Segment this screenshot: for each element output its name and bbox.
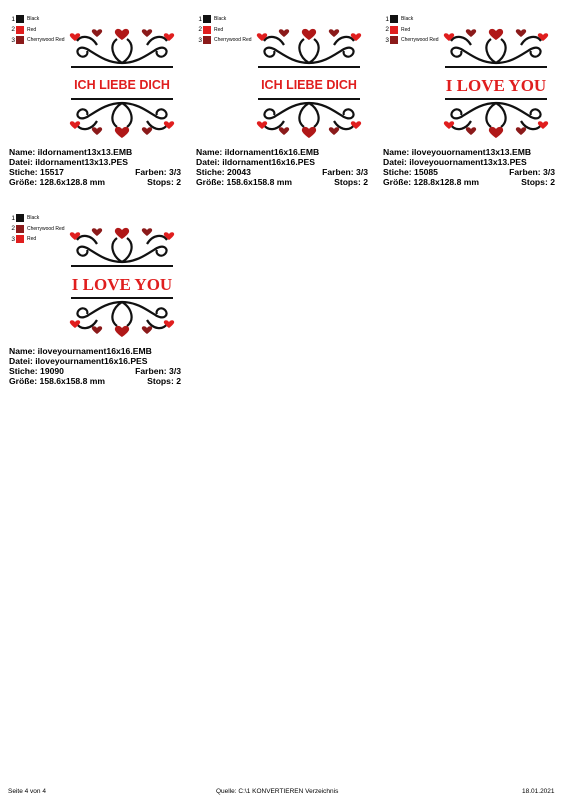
stitch-count: Stiche: 19090 [9,366,64,376]
thread-name: Black [214,16,227,23]
info-size-row [9,376,181,386]
design-name: Name: ildornament16x16.EMB [196,147,320,157]
palette-row [9,14,65,25]
embroidery-preview [67,23,177,143]
design-name: Name: iloveyournament16x16.EMB [9,346,152,356]
palette-row [383,25,439,36]
color-swatch [16,225,24,233]
design-card-1 [9,14,181,192]
stitch-count: Stiche: 15517 [9,167,64,177]
footer-date: 18.01.2021 [522,788,555,795]
info-name-row [383,147,555,157]
thread-name: Red [401,26,411,33]
design-card-4 [9,213,181,391]
palette-row [9,25,65,36]
palette-row [9,213,65,224]
footer-source: Quelle: C:\1 KONVERTIEREN Verzeichnis [216,788,339,795]
color-swatch [16,26,24,34]
design-info [196,147,368,187]
palette-number: 3 [11,235,15,243]
palette-row [9,224,65,235]
info-file-row [9,356,181,366]
ornament-top [77,37,167,63]
color-count: Farben: 3/3 [135,167,181,177]
ornament-bottom [77,103,167,129]
embroidery-preview [254,23,364,143]
footer-page: Seite 4 von 4 [8,788,46,795]
color-swatch [16,235,24,243]
color-palette [9,213,65,245]
stop-count: Stops: 2 [147,376,181,386]
color-count: Farben: 3/3 [135,366,181,376]
info-size-row [196,177,368,187]
design-text: I LOVE YOU [445,76,547,95]
thread-name: Red [27,236,37,243]
info-name-row [9,147,181,157]
info-stitch-row [9,167,181,177]
ornament-bottom [77,302,167,328]
design-file: Datei: ildornament13x13.PES [9,157,128,167]
design-size: Größe: 128.6x128.8 mm [9,177,106,187]
ornament-top [451,37,541,63]
palette-number: 1 [11,214,15,222]
color-swatch [203,15,211,23]
design-file: Datei: iloveyournament16x16.PES [9,356,148,366]
info-file-row [9,157,181,167]
design-text: I LOVE YOU [71,275,173,294]
stop-count: Stops: 2 [521,177,555,187]
design-name: Name: iloveyouornament13x13.EMB [383,147,532,157]
info-stitch-row [196,167,368,177]
color-swatch [203,26,211,34]
design-size: Größe: 128.8x128.8 mm [383,177,480,187]
ornament-top [77,236,167,262]
hearts-top [257,29,361,41]
info-stitch-row [9,366,181,376]
design-info [9,147,181,187]
hearts-top [444,29,548,41]
color-palette [9,14,65,46]
design-size: Größe: 158.6x158.8 mm [9,376,106,386]
thread-name: Black [401,16,414,23]
color-swatch [203,36,211,44]
stop-count: Stops: 2 [334,177,368,187]
color-swatch [390,26,398,34]
info-name-row [9,346,181,356]
color-palette [383,14,439,46]
thread-name: Red [27,26,37,33]
palette-number: 1 [11,15,15,23]
hearts-top [70,228,174,240]
thread-name: Black [27,16,40,23]
hearts-top [70,29,174,41]
palette-number: 3 [11,36,15,44]
design-text: ICH LIEBE DICH [261,78,357,92]
color-count: Farben: 3/3 [322,167,368,177]
palette-number: 2 [198,26,202,34]
design-file: Datei: ildornament16x16.PES [196,157,315,167]
thread-name: Cherrywood Red [27,225,65,232]
design-card-2 [196,14,368,192]
info-size-row [9,177,181,187]
ornament-top [264,37,354,63]
stop-count: Stops: 2 [147,177,181,187]
stitch-count: Stiche: 15085 [383,167,438,177]
color-count: Farben: 3/3 [509,167,555,177]
palette-row [196,35,252,46]
info-stitch-row [383,167,555,177]
palette-row [196,14,252,25]
design-info [383,147,555,187]
palette-row [383,35,439,46]
palette-number: 2 [385,26,389,34]
design-size: Größe: 158.6x158.8 mm [196,177,293,187]
color-palette [196,14,252,46]
embroidery-preview [67,222,177,342]
color-swatch [16,36,24,44]
info-file-row [196,157,368,167]
ornament-bottom [451,103,541,129]
color-swatch [16,214,24,222]
design-info [9,346,181,386]
palette-number: 2 [11,225,15,233]
info-size-row [383,177,555,187]
embroidery-preview [441,23,551,143]
color-swatch [390,36,398,44]
palette-number: 1 [385,15,389,23]
palette-row [196,25,252,36]
design-text: ICH LIEBE DICH [74,78,170,92]
info-file-row [383,157,555,167]
palette-number: 1 [198,15,202,23]
thread-name: Cherrywood Red [401,37,439,44]
stitch-count: Stiche: 20043 [196,167,251,177]
palette-number: 3 [385,36,389,44]
color-swatch [390,15,398,23]
thread-name: Red [214,26,224,33]
palette-row [9,234,65,245]
thread-name: Black [27,215,40,222]
thread-name: Cherrywood Red [214,37,252,44]
ornament-bottom [264,103,354,129]
palette-row [383,14,439,25]
palette-number: 2 [11,26,15,34]
thread-name: Cherrywood Red [27,37,65,44]
design-card-3 [383,14,555,192]
info-name-row [196,147,368,157]
color-swatch [16,15,24,23]
design-file: Datei: iloveyouornament13x13.PES [383,157,527,167]
palette-row [9,35,65,46]
palette-number: 3 [198,36,202,44]
design-name: Name: ildornament13x13.EMB [9,147,133,157]
